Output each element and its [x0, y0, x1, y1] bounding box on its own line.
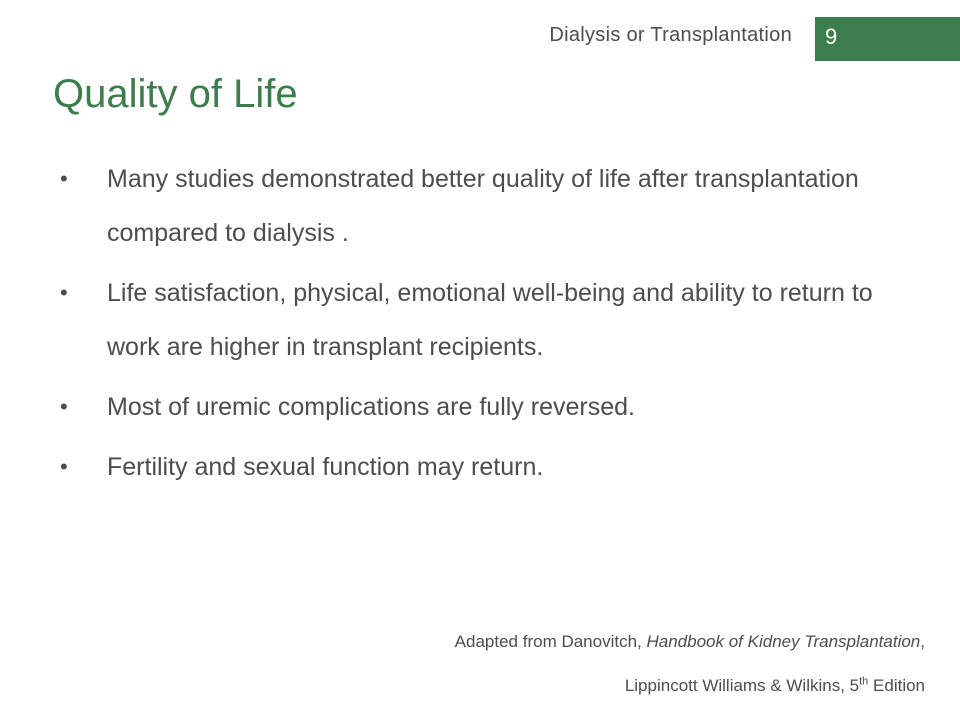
bullet-list	[60, 152, 920, 500]
bullet-text: Many studies demonstrated better quality of life after transplantation compared to dialysis .	[107, 165, 859, 247]
header-title: Dialysis or Transplantation	[549, 24, 792, 46]
citation-line-2	[455, 664, 925, 708]
citation	[455, 620, 925, 708]
bullet-item	[60, 380, 920, 434]
page-number-badge: 9	[815, 17, 960, 61]
citation-book-title: Handbook of Kidney Transplantation	[646, 632, 921, 651]
citation-edition-superscript: th	[859, 675, 869, 688]
citation-line-1	[455, 620, 925, 664]
bullet-item	[60, 440, 920, 494]
bullet-text: Life satisfaction, physical, emotional well-being and ability to return to work are higher in transplant recipients.	[107, 279, 873, 361]
citation-edition: Edition	[868, 676, 925, 695]
bullet-icon: •	[60, 166, 68, 191]
bullet-icon: •	[60, 280, 68, 305]
bullet-icon: •	[60, 394, 68, 419]
bullet-item	[60, 152, 920, 260]
bullet-text: Fertility and sexual function may return.	[107, 453, 544, 481]
citation-prefix: Adapted from Danovitch,	[454, 632, 647, 651]
bullet-text: Most of uremic complications are fully reversed.	[107, 393, 635, 421]
citation-publisher: Lippincott Williams & Wilkins, 5	[624, 676, 860, 695]
bullet-icon: •	[60, 454, 68, 479]
bullet-item	[60, 266, 920, 374]
slide-title: Quality of Life	[53, 72, 298, 116]
citation-suffix: ,	[920, 632, 925, 651]
